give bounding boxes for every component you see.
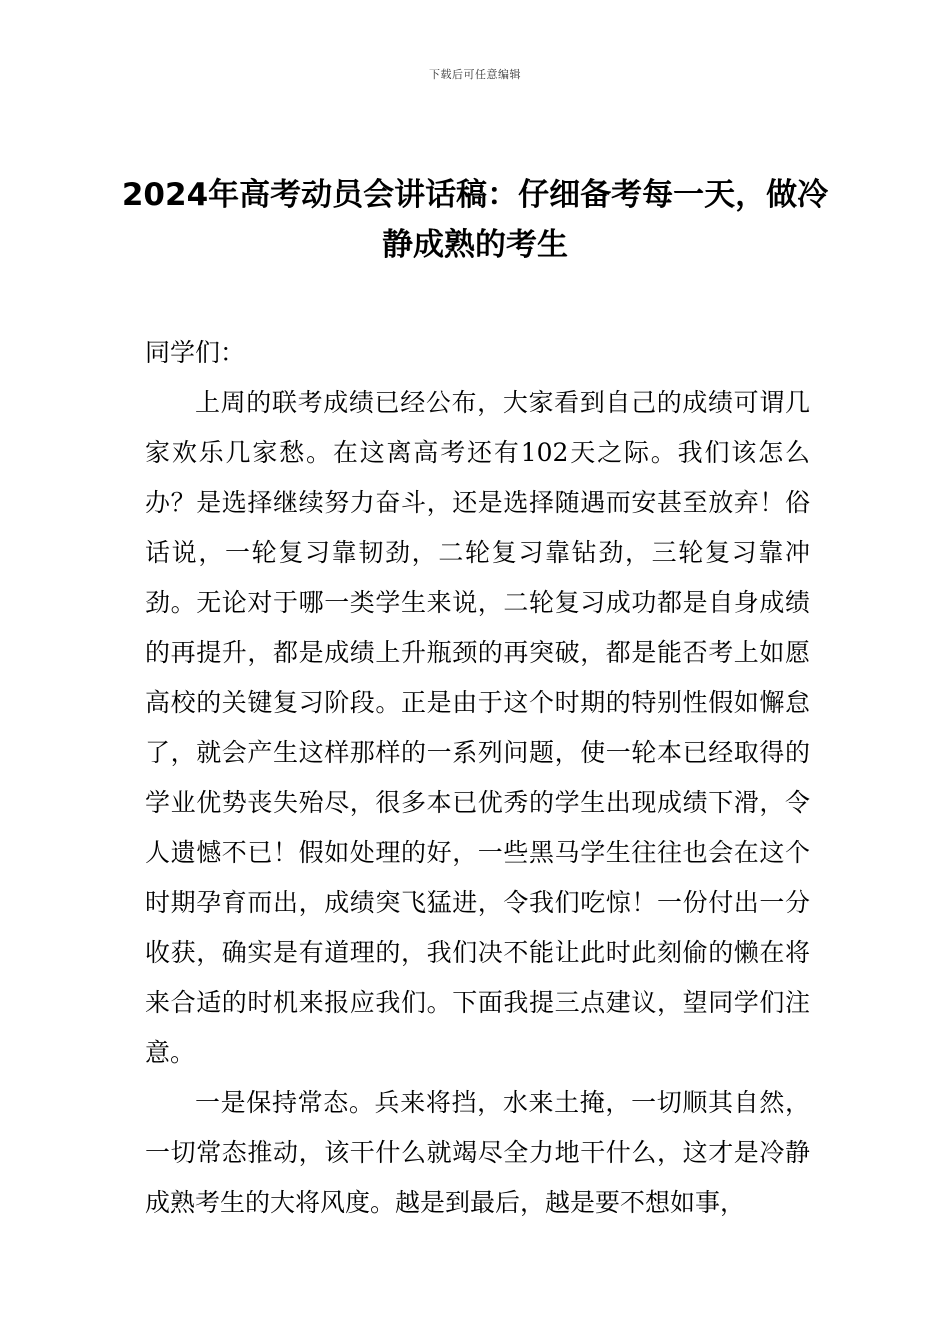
salutation: 同学们： [145, 338, 246, 367]
header-note: 下载后可任意编辑 [429, 68, 521, 81]
document-title: 2024年高考动员会讲话稿：仔细备考每一天，做冷静成熟的考生 [121, 177, 829, 263]
document-body [145, 328, 810, 1228]
paragraph: 上周的联考成绩已经公布，大家看到自己的成绩可谓几家欢乐几家愁。在这离高考还有102天之际。我们该怎么办？是选择继续努力奋斗，还是选择随遇而安甚至放弃！俗话说，一轮复习靠韧劲，二轮复习靠钻劲，三轮复习靠冲劲。无论对于哪一类学生来说，二轮复习成功都是自身成绩的再提升，都是成绩上升瓶颈的再突破，都是能否考上如愿高校的关键复习阶段。正是由于这个时期的特别性假如懈怠了，就会产生这样那样的一系列问题，使一轮本已经取得的学业优势丧失殆尽，很多本已优秀的学生出现成绩下滑，令人遗憾不已！假如处理的好，一些黑马学生往往也会在这个时期孕育而出，成绩突飞猛进，令我们吃惊！一份付出一分收获，确实是有道理的，我们决不能让此时此刻偷的懒在将来合适的时机来报应我们。下面我提三点建议，望同学们注意。 [145, 388, 810, 1067]
paragraph: 一是保持常态。兵来将挡，水来土掩，一切顺其自然，一切常态推动，该干什么就竭尽全力地干什么，这才是冷静成熟考生的大将风度。越是到最后，越是要不想如事， [145, 1088, 810, 1217]
